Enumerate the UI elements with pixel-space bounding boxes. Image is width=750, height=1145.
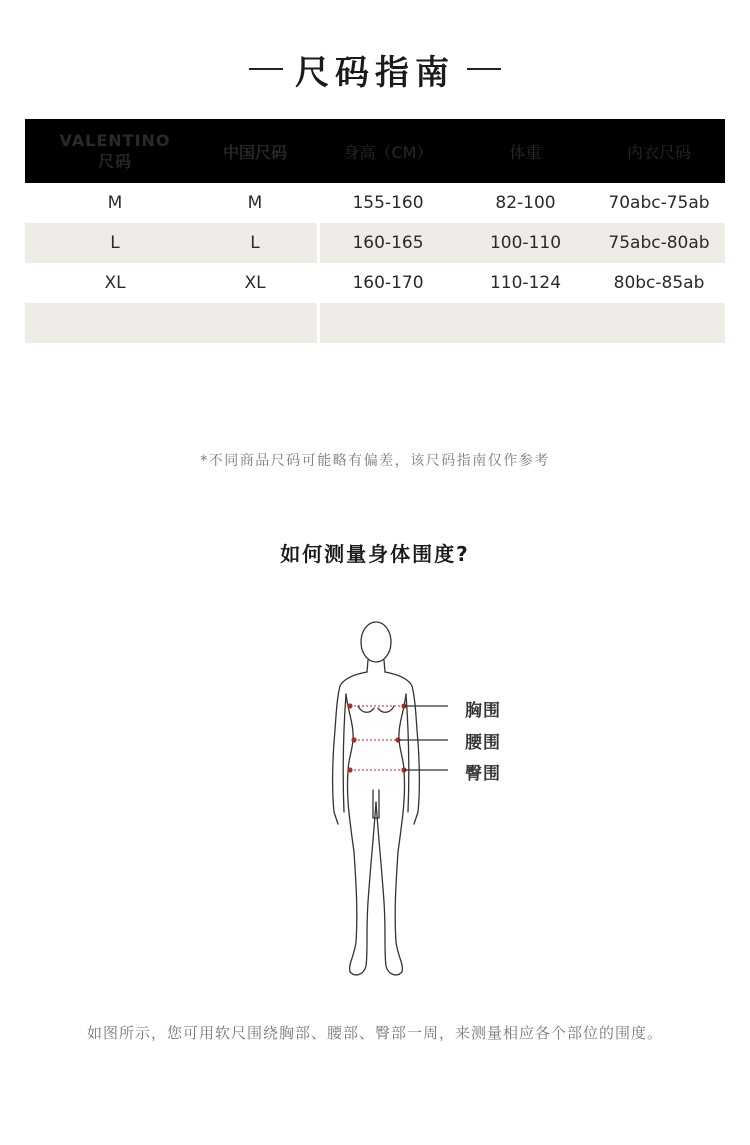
table-cell: 70abc-75ab [608, 193, 710, 213]
title-dash-left [249, 68, 283, 70]
table-cell: XL [104, 273, 126, 293]
table-row [25, 303, 725, 343]
table-cell: 100-110 [489, 233, 562, 253]
table-cell: 80bc-85ab [613, 273, 705, 293]
header-bra-size: 内衣尺码 [626, 142, 691, 162]
table-row [25, 183, 725, 223]
measure-instructions: 如图所示，您可用软尺围绕胸部、腰部、臀部一周，来测量相应各个部位的围度。 [86, 1024, 663, 1042]
header-china-size: 中国尺码 [222, 142, 287, 162]
table-cell: XL [244, 273, 266, 293]
table-cell: 82-100 [495, 193, 556, 213]
page-title-row [0, 44, 750, 94]
body-outline-figure [320, 612, 520, 984]
table-cell [593, 303, 725, 343]
table-cell [25, 303, 205, 343]
table-row [25, 223, 725, 263]
header-weight: 体重 [509, 142, 542, 162]
figure-torso-left [346, 694, 376, 975]
figure-bust [358, 706, 394, 712]
header-valentino-line2: 尺码 [97, 152, 132, 171]
table-cell: 160-170 [352, 273, 424, 293]
table-cell: 110-124 [489, 273, 562, 293]
table-row [25, 263, 725, 303]
figure-head [361, 622, 391, 662]
size-table [25, 119, 725, 343]
page-title: 尺码指南 [295, 52, 455, 93]
table-cell: 155-160 [352, 193, 424, 213]
table-cell: M [107, 193, 123, 213]
figure-arm-right-inner [406, 694, 409, 812]
title-dash-right [467, 68, 501, 70]
table-cell: M [247, 193, 263, 213]
measure-section-title: 如何测量身体围度? [280, 542, 470, 566]
table-cell: L [250, 233, 260, 253]
table-cell: 75abc-80ab [608, 233, 710, 253]
size-disclaimer-note: *不同商品尺码可能略有偏差，该尺码指南仅作参考 [200, 453, 550, 469]
table-cell [205, 303, 305, 343]
table-cell: L [110, 233, 120, 253]
header-valentino-size [25, 119, 205, 183]
figure-arm-left-inner [343, 694, 346, 812]
table-cell: 160-165 [352, 233, 424, 253]
chest-label: 胸围 [465, 701, 501, 721]
figure-torso-right [376, 694, 406, 975]
waist-label: 腰围 [465, 733, 501, 753]
table-cell [318, 303, 458, 343]
hip-label: 臀围 [465, 764, 501, 784]
table-cell [458, 303, 593, 343]
table-header [25, 119, 725, 183]
header-valentino-line1: VALENTINO [59, 131, 171, 150]
header-height: 身高（CM） [343, 142, 433, 162]
